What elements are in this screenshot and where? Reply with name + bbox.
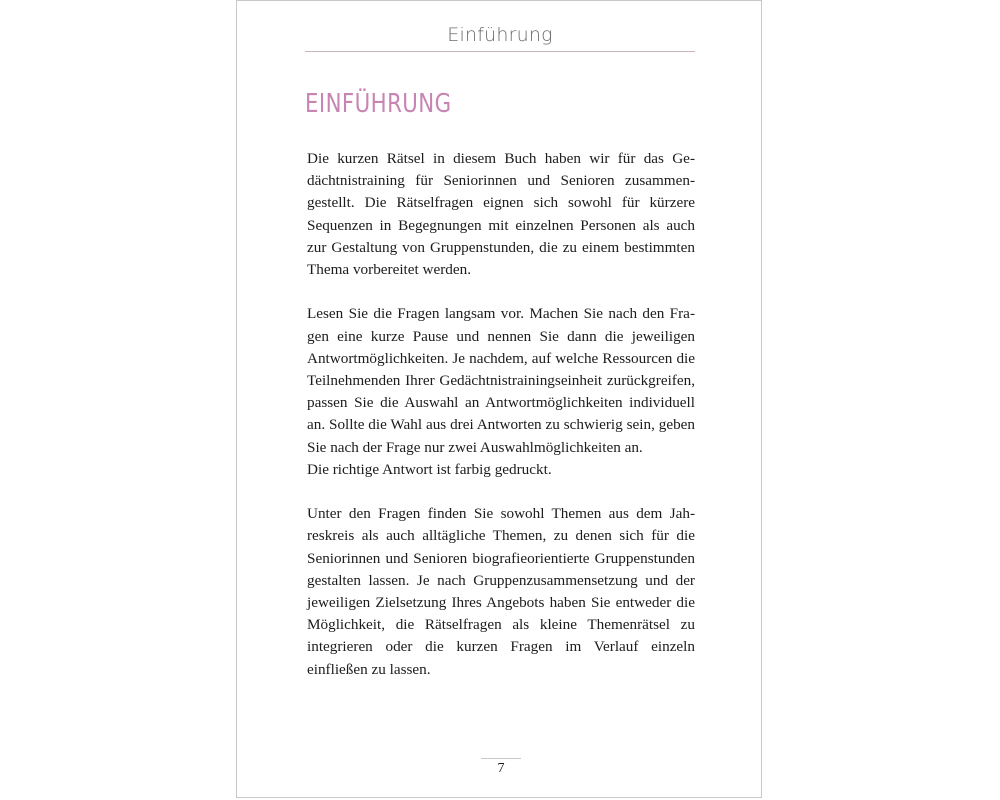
paragraph-3: Die richtige Antwort ist farbig gedruckt. (307, 460, 552, 478)
paragraph-1: Die kurzen Rätsel in diesem Buch haben wir für das Gedächtnistraining für Seniorinnen und Senioren zusammengestellt. Die Rätselfragen eignen sich sowohl für kürzere Sequenzen in Begegnungen mit einzelnen Personen als auch zur Gestaltung von Gruppenstunden, die zu einem bestimmten Thema vorbereitet werden. (307, 150, 695, 279)
body-text (307, 148, 695, 703)
book-page (236, 0, 762, 798)
paragraph-2: Lesen Sie die Fragen langsam vor. Machen Sie nach den Fragen eine kurze Pause und nennen Sie dann die jeweiligen Antwortmöglichkeiten. Je nachdem, auf welche Ressourcen die Teilnehmenden Ihrer Gedächtnistrainingseinheit zurückgreifen, passen Sie die Auswahl an Antwortmöglichkeiten individuell an. Sollte die Wahl aus drei Antworten zu schwierig sein, geben Sie nach der Frage nur zwei Auswahlmöglichkeiten an. (307, 305, 695, 456)
running-header: Einführung (305, 21, 695, 52)
page-number: 7 (497, 761, 505, 776)
chapter-title: EINFÜHRUNG (305, 89, 452, 119)
paragraph-4: Unter den Fragen finden Sie sowohl Themen aus dem Jahreskreis als auch alltägliche Themen, zu denen sich für die Seniorinnen und Senioren biografieorientierte Gruppenstunden gestalten lassen. Je nach Gruppenzusammensetzung und der jeweiligen Zielsetzung Ihres Angebots haben Sie entweder die Möglichkeit, die Rätselfragen als kleine Themenrätsel zu integrieren oder die kurzen Fragen im Verlauf einzeln einfließen zu lassen. (307, 505, 695, 678)
footer-rule (481, 758, 521, 759)
